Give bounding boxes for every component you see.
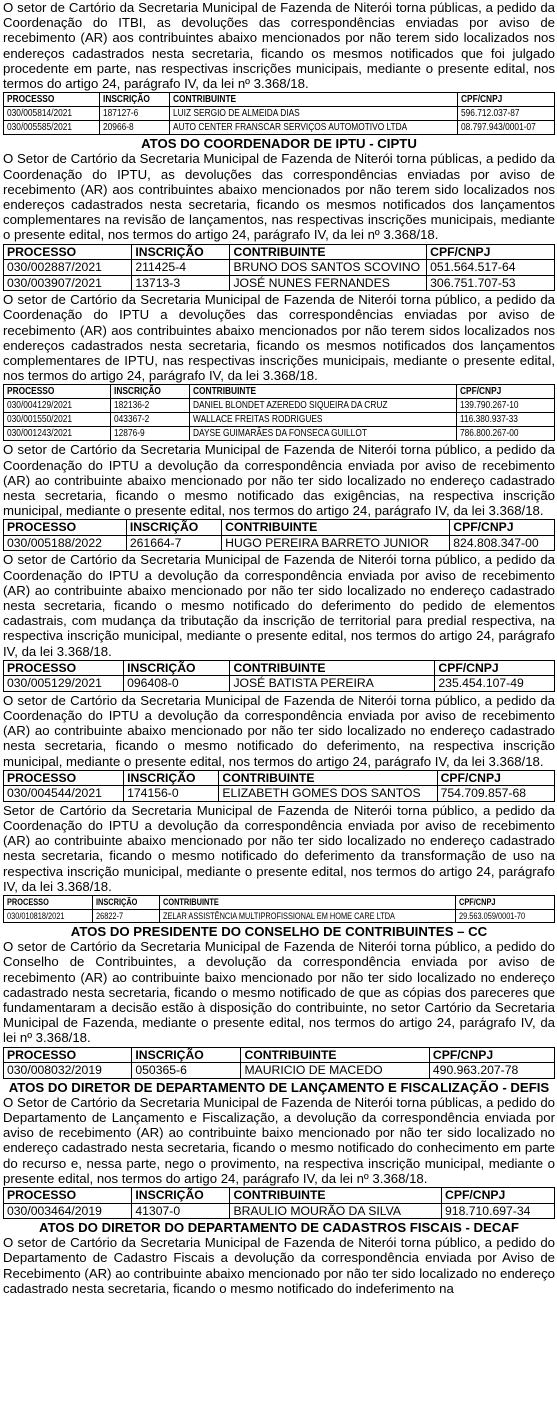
records-table [3,770,555,802]
col-processo: PROCESSO [4,1047,132,1063]
table-header-row [4,1047,555,1063]
table-row [4,121,555,135]
section-heading: ATOS DO COORDENADOR DE IPTU - CIPTU [141,136,417,152]
col-contribuinte: CONTRIBUINTE [230,1188,442,1204]
col-inscricao: INSCRIÇÃO [93,896,160,910]
col-contribuinte: CONTRIBUINTE [230,660,435,676]
table-row [4,107,555,121]
col-inscricao: INSCRIÇÃO [100,93,170,107]
table-header-row [4,93,555,107]
col-contribuinte: CONTRIBUINTE [219,770,437,786]
inscricao-cell: 261664-7 [126,535,221,551]
cpf-cnpj-cell: 786.800.267-00 [456,427,554,441]
records-table [3,384,555,441]
notice-paragraph: Setor de Cartório da Secretaria Municipal de Fazenda de Niterói torna público, a pedido da Coordenação do IPTU a devolução da correspondência enviada por aviso de recebimento (AR) ao contribuinte abaixo mencionado por não ter sido localizado no endereço cadastrado nesta secretaria, ficando o mesmo notificado do deferimento da transformação de uso na respectiva inscrição municipal, mediante o presente edital, nos termos do artigo 24, parágrafo IV, da lei 3.368/18. [3,802,555,894]
records-table [3,92,555,135]
inscricao-cell: 211425-4 [132,260,230,276]
col-contribuinte: CONTRIBUINTE [222,520,450,536]
cpf-cnpj-cell: 918.710.697-34 [442,1203,555,1219]
table-row [4,535,555,551]
section-heading: ATOS DO DIRETOR DO DEPARTAMENTO DE CADASTROS FISCAIS - DECAF [39,1220,519,1236]
notice-paragraph: O setor de Cartório da Secretaria Municipal de Fazenda de Niterói torna público, a pedido da Coordenação do IPTU a devolução da correspondência enviada por aviso de recebimento (AR) ao contribuinte abaixo mencionado por não ter sido localizado no endereço cadastrado nesta secretaria, ficando o mesmo notificado do deferimento do pedido de elementos cadastrais, com mudança da tributação da inscrição de territorial para predial respectiva, na respectiva inscrição municipal, mediante o presente edital, nos termos do artigo 24, parágrafo IV, da lei 3.368/18. [3,552,555,659]
records-table [3,244,555,292]
table-row [4,399,555,413]
contribuinte-cell: BRAULIO MOURÃO DA SILVA [230,1203,442,1219]
col-processo: PROCESSO [4,93,100,107]
table-row [4,1203,555,1219]
records-table [3,1047,555,1079]
inscricao-cell: 26822-7 [93,909,160,923]
col-inscricao: INSCRIÇÃO [132,1188,230,1204]
records-table [3,1187,555,1219]
notice-paragraph: O Setor de Cartório da Secretaria Municipal de Fazenda de Niterói torna públicas, a pedido da Coordenação do IPTU, as devoluções das correspondências enviadas por aviso de recebimento (AR) aos contribuintes abaixo mencionados por não terem sido localizados nos endereços cadastrados nesta secretaria, ficando os mesmos notificados dos lançamentos complementares na revisão de lançamentos, nas respectivas inscrições municipais, mediante o presente edital, nos termos do artigo 24, parágrafo IV, da lei nº 3.368/18. [3,151,555,243]
table-header-row [4,770,555,786]
col-processo: PROCESSO [4,770,124,786]
processo-cell: 030/001243/2021 [4,427,111,441]
inscricao-cell: 182136-2 [111,399,190,413]
table-header-row [4,385,555,399]
contribuinte-cell: ZELAR ASSISTÊNCIA MULTIPROFISSIONAL EM HOME CARE LTDA [160,909,455,923]
col-inscricao: INSCRIÇÃO [124,660,230,676]
contribuinte-cell: DAYSE GUIMARÃES DA FONSECA GUILLOT [190,427,457,441]
col-inscricao: INSCRIÇÃO [124,770,219,786]
contribuinte-cell: ELIZABETH GOMES DOS SANTOS [219,786,437,802]
table-row [4,260,555,276]
inscricao-cell: 174156-0 [124,786,219,802]
contribuinte-cell: WALLACE FREITAS RODRIGUES [190,413,457,427]
table-row [4,427,555,441]
col-cpf-cnpj: CPF/CNPJ [456,385,554,399]
contribuinte-cell: MAURICIO DE MACEDO [241,1063,429,1079]
processo-cell: 030/003464/2019 [4,1203,132,1219]
contribuinte-cell: JOSÉ NUNES FERNANDES [230,275,427,291]
col-cpf-cnpj: CPF/CNPJ [435,660,555,676]
processo-cell: 030/010818/2021 [4,909,93,923]
cpf-cnpj-cell: 08.797.943/0001-07 [458,121,555,135]
processo-cell: 030/002887/2021 [4,260,132,276]
col-cpf-cnpj: CPF/CNPJ [437,770,554,786]
table-header-row [4,660,555,676]
col-contribuinte: CONTRIBUINTE [230,244,427,260]
processo-cell: 030/004544/2021 [4,786,124,802]
cpf-cnpj-cell: 116.380.937-33 [456,413,554,427]
notice-paragraph: O setor de Cartório da Secretaria Municipal de Fazenda de Niterói torna público, a pedido do Conselho de Contribuintes, a devolução da correspondência enviada por aviso de recebimento (AR) ao contribuinte baixo mencionado por não ter sido localizado no endereço cadastrado nesta secretaria, ficando o mesmo notificado de que as cópias dos pareceres que fundamentaram a decisão estão à disposição do contribuinte, no setor Cartório da Secretaria Municipal de Fazenda, mediante o presente edital, nos termos do artigo 24, parágrafo IV, da lei nº 3.368/18. [3,939,555,1046]
col-processo: PROCESSO [4,660,124,676]
notice-paragraph: O Setor de Cartório da Secretaria Municipal de Fazenda de Niterói torna públicas, a pedido do Departamento de Lançamento e Fiscalização, a devolução da correspondência enviada por aviso de recebimento (AR) ao contribuinte baixo mencionado por não ter sido localizado no endereço cadastrado nesta secretaria, ficando o mesmo notificado do conhecimento em parte do recurso e, nessa parte, nego o provimento, na respectiva inscrição municipal, mediante o presente edital, nos termos do artigo 24, parágrafo IV, da lei nº 3.368/18. [3,1094,555,1186]
col-processo: PROCESSO [4,520,127,536]
processo-cell: 030/001550/2021 [4,413,111,427]
notice-paragraph: O setor de Cartório da Secretaria Municipal de Fazenda de Niterói torna público, a pedido da Coordenação do IPTU a devoluções das correspondências enviadas por aviso de recebimento (AR) aos contribuintes abaixo mencionados por não terem sidos localizados nos endereços cadastrados nesta secretaria, ficando os mesmos notificados dos lançamentos complementares de IPTU, nas respectivas inscrições municipais, mediante o presente edital, nos termos do artigo 24, parágrafo IV, da lei 3.368/18. [3,292,555,384]
col-inscricao: INSCRIÇÃO [126,520,221,536]
cpf-cnpj-cell: 235.454.107-49 [435,676,555,692]
inscricao-cell: 096408-0 [124,676,230,692]
cpf-cnpj-cell: 824.808.347-00 [450,535,555,551]
processo-cell: 030/005585/2021 [4,121,100,135]
col-cpf-cnpj: CPF/CNPJ [458,93,555,107]
section-heading: ATOS DO PRESIDENTE DO CONSELHO DE CONTRIBUINTES – CC [70,924,488,940]
processo-cell: 030/008032/2019 [4,1063,132,1079]
table-header-row [4,1188,555,1204]
notice-paragraph: O setor de Cartório da Secretaria Municipal de Fazenda de Niterói torna público, a pedido do Departamento de Cadastro Fiscais a devolução da correspondência enviada por Aviso de Recebimento (AR) ao contribuinte abaixo mencionado por não ter sido localizado no endereço cadastrado nesta secretaria, ficando o mesmo notificado do indeferimento na [3,1235,555,1296]
records-table [3,895,555,923]
table-row [4,275,555,291]
contribuinte-cell: DANIEL BLONDET AZEREDO SIQUEIRA DA CRUZ [190,399,457,413]
cpf-cnpj-cell: 754.709.857-68 [437,786,554,802]
col-contribuinte: CONTRIBUINTE [170,93,458,107]
contribuinte-cell: HUGO PEREIRA BARRETO JUNIOR [222,535,450,551]
col-contribuinte: CONTRIBUINTE [241,1047,429,1063]
table-row [4,413,555,427]
col-processo: PROCESSO [4,385,111,399]
notice-paragraph: O setor de Cartório da Secretaria Municipal de Fazenda de Niterói torna públicas, a pedido da Coordenação do ITBI, as devoluções das correspondências enviadas por aviso de recebimento (AR) aos contribuintes abaixo mencionados por não terem sido localizados nos endereços cadastrados nesta secretaria, ficando os mesmos notificados que foi julgado procedente em parte, nas respectivas inscrições municipais, mediante o presente edital, nos termos do artigo 24, parágrafo IV, da lei nº 3.368/18. [3,0,555,92]
col-cpf-cnpj: CPF/CNPJ [427,244,555,260]
table-header-row [4,896,555,910]
contribuinte-cell: LUIZ SERGIO DE ALMEIDA DIAS [170,107,458,121]
col-processo: PROCESSO [4,1188,132,1204]
inscricao-cell: 41307-0 [132,1203,230,1219]
cpf-cnpj-cell: 306.751.707-53 [427,275,555,291]
processo-cell: 030/003907/2021 [4,275,132,291]
col-cpf-cnpj: CPF/CNPJ [455,896,554,910]
contribuinte-cell: BRUNO DOS SANTOS SCOVINO [230,260,427,276]
contribuinte-cell: JOSÉ BATISTA PEREIRA [230,676,435,692]
processo-cell: 030/005188/2022 [4,535,127,551]
inscricao-cell: 13713-3 [132,275,230,291]
table-row [4,909,555,923]
records-table [3,519,555,551]
inscricao-cell: 187127-6 [100,107,170,121]
inscricao-cell: 043367-2 [111,413,190,427]
table-row [4,1063,555,1079]
cpf-cnpj-cell: 051.564.517-64 [427,260,555,276]
col-cpf-cnpj: CPF/CNPJ [429,1047,554,1063]
processo-cell: 030/005129/2021 [4,676,124,692]
processo-cell: 030/005814/2021 [4,107,100,121]
section-heading: ATOS DO DIRETOR DE DEPARTAMENTO DE LANÇAMENTO E FISCALIZAÇÃO - DEFIS [8,1079,550,1095]
col-processo: PROCESSO [4,244,132,260]
cpf-cnpj-cell: 29.563.059/0001-70 [455,909,554,923]
inscricao-cell: 050365-6 [132,1063,241,1079]
cpf-cnpj-cell: 596.712.037-87 [458,107,555,121]
processo-cell: 030/004129/2021 [4,399,111,413]
cpf-cnpj-cell: 490.963.207-78 [429,1063,554,1079]
notice-paragraph: O setor de Cartório da Secretaria Municipal de Fazenda de Niterói torna público, a pedido da Coordenação do IPTU a devolução da correspondência enviada por aviso de recebimento (AR) ao contribuinte abaixo mencionado por não ter sido localizado no endereço cadastrado nesta secretaria, ficando o mesmo notificado do deferimento, na respectiva inscrição municipal, mediante o presente edital, nos termos do artigo 24, parágrafo IV, da lei 3.368/18. [3,692,555,769]
table-header-row [4,244,555,260]
col-inscricao: INSCRIÇÃO [111,385,190,399]
col-processo: PROCESSO [4,896,93,910]
inscricao-cell: 12876-9 [111,427,190,441]
col-inscricao: INSCRIÇÃO [132,1047,241,1063]
col-contribuinte: CONTRIBUINTE [160,896,455,910]
table-header-row [4,520,555,536]
col-cpf-cnpj: CPF/CNPJ [450,520,555,536]
col-contribuinte: CONTRIBUINTE [190,385,457,399]
records-table [3,660,555,692]
cpf-cnpj-cell: 139.790.267-10 [456,399,554,413]
inscricao-cell: 20966-8 [100,121,170,135]
table-row [4,676,555,692]
contribuinte-cell: AUTO CENTER FRANSCAR SERVIÇOS AUTOMOTIVO LTDA [170,121,458,135]
col-inscricao: INSCRIÇÃO [132,244,230,260]
col-cpf-cnpj: CPF/CNPJ [442,1188,555,1204]
table-row [4,786,555,802]
notice-paragraph: O setor de Cartório da Secretaria Municipal de Fazenda de Niterói torna público, a pedido da Coordenação do IPTU a devolução da correspondência enviada por aviso de recebimento (AR) ao contribuinte abaixo mencionado por não ter sido localizado no endereço cadastrado nesta secretaria, ficando o mesmo notificado das exigências, na respectiva inscrição municipal, mediante o presente edital, nos termos do artigo 24, parágrafo IV, da lei 3.368/18. [3,442,555,519]
